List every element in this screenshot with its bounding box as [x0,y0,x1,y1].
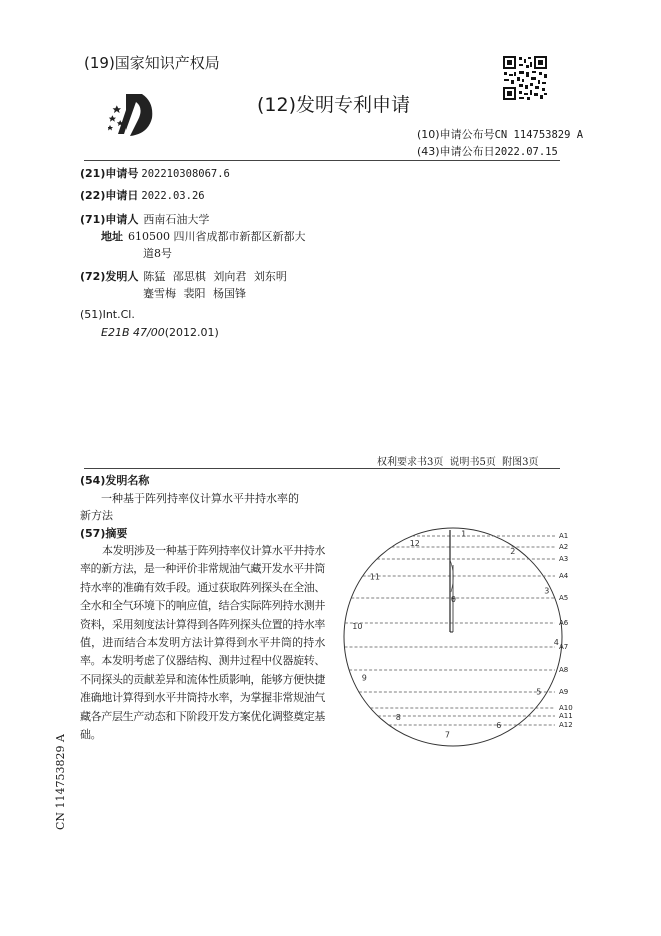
probe-label-6: 6 [496,721,502,731]
address-row [101,228,306,244]
ipc-label: (51)Int.Cl. [80,308,135,321]
level-label-12: A12 [559,721,573,729]
document-kind: (12)发明专利申请 [257,94,411,116]
inventors-row [80,268,287,284]
invention-title-label: (54)发明名称 [80,474,150,487]
probe-label-8: 8 [395,713,401,723]
application-number: 202210308067.6 [141,168,230,180]
array-probe-diagram [340,520,590,765]
invention-title-line-2: 新方法 [80,509,113,522]
ipc-row [101,326,219,339]
level-label-1: A1 [559,532,569,540]
qr-code [502,55,548,101]
applicant-row [80,211,209,227]
probe-label-11: 11 [369,572,380,582]
ipc-code: E21B 47/00 [101,326,165,339]
filing-date: 2022.03.26 [141,190,205,202]
level-label-6: A6 [559,619,569,627]
wellbore-circle [344,528,562,746]
level-label-11: A11 [559,712,573,720]
applicant-label: (71)申请人 [80,213,139,226]
issuing-office: (19)国家知识产权局 [84,54,220,72]
inventors-line-1: 陈猛 邵思棋 刘向君 刘东明 [143,270,287,283]
level-label-7: A7 [559,643,569,651]
header-divider [84,160,560,161]
publication-number: CN 114753829 A [494,129,584,141]
probe-label-9: 9 [361,673,367,683]
level-label-8: A8 [559,666,569,674]
inventors-label: (72)发明人 [80,270,139,283]
probe-label-2: 2 [510,546,516,556]
publication-number-label: (10)申请公布号 [417,128,495,141]
application-number-label: (21)申请号 [80,167,139,180]
inventors-line-2: 蹇雪梅 裴阳 杨国锋 [143,287,246,300]
publication-date: 2022.07.15 [494,146,558,158]
side-publication-code: CN 114753829 A [54,734,67,830]
publication-date-row [417,143,558,159]
invention-title-line-1: 一种基于阵列持率仪计算水平井持水率的 [101,492,299,505]
level-label-10: A10 [559,704,573,712]
probe-label-10: 10 [352,621,363,631]
address-line-2: 道8号 [143,247,172,260]
filing-date-label: (22)申请日 [80,189,139,202]
probe-label-1: 1 [461,529,467,539]
probe-label-3: 3 [544,586,550,596]
page-counts: 权利要求书3页 说明书5页 附图3页 [377,457,539,468]
level-label-4: A4 [559,572,569,580]
ipc-version: (2012.01) [164,326,219,339]
abstract-text: 本发明涉及一种基于阵列持率仪计算水平井持水率的新方法，是一种评价非常规油气藏开发水平井筒持水率的准确有效手段。通过获取阵列探头在全油、全水和全气环境下的响应值，结合实际阵列持水测井资料，采用刻度法计算得到各阵列探头位置的持水率值，进而结合本发明方法计算得到水平井筒的持水率。本发明考虑了仪器结构、测井过程中仪器旋转、不同探头的贡献差异和流体性质影响，能够方便快捷准确地计算得到水平井筒持水率，为掌握非常规油气藏各产层生产动态和下阶段开发方案优化调整奠定基础。 [80,544,325,742]
address-line-1: 610500 四川省成都市新都区新都大 [128,230,306,243]
theta-label: θ [451,595,456,604]
probe-label-12: 12 [409,538,420,548]
office-emblem-logo [108,90,158,140]
probe-label-5: 5 [536,687,542,697]
probe-label-4: 4 [553,638,559,648]
publication-number-row [417,126,583,142]
level-label-2: A2 [559,543,569,551]
applicant: 西南石油大学 [143,213,210,226]
address-label: 地址 [101,230,123,243]
probe-label-7: 7 [444,730,450,740]
level-label-3: A3 [559,555,569,563]
level-label-5: A5 [559,594,569,602]
application-number-row [80,165,230,181]
level-label-9: A9 [559,688,569,696]
section-divider [84,468,560,469]
publication-date-label: (43)申请公布日 [417,145,495,158]
abstract-label: (57)摘要 [80,527,128,540]
filing-date-row [80,187,205,203]
